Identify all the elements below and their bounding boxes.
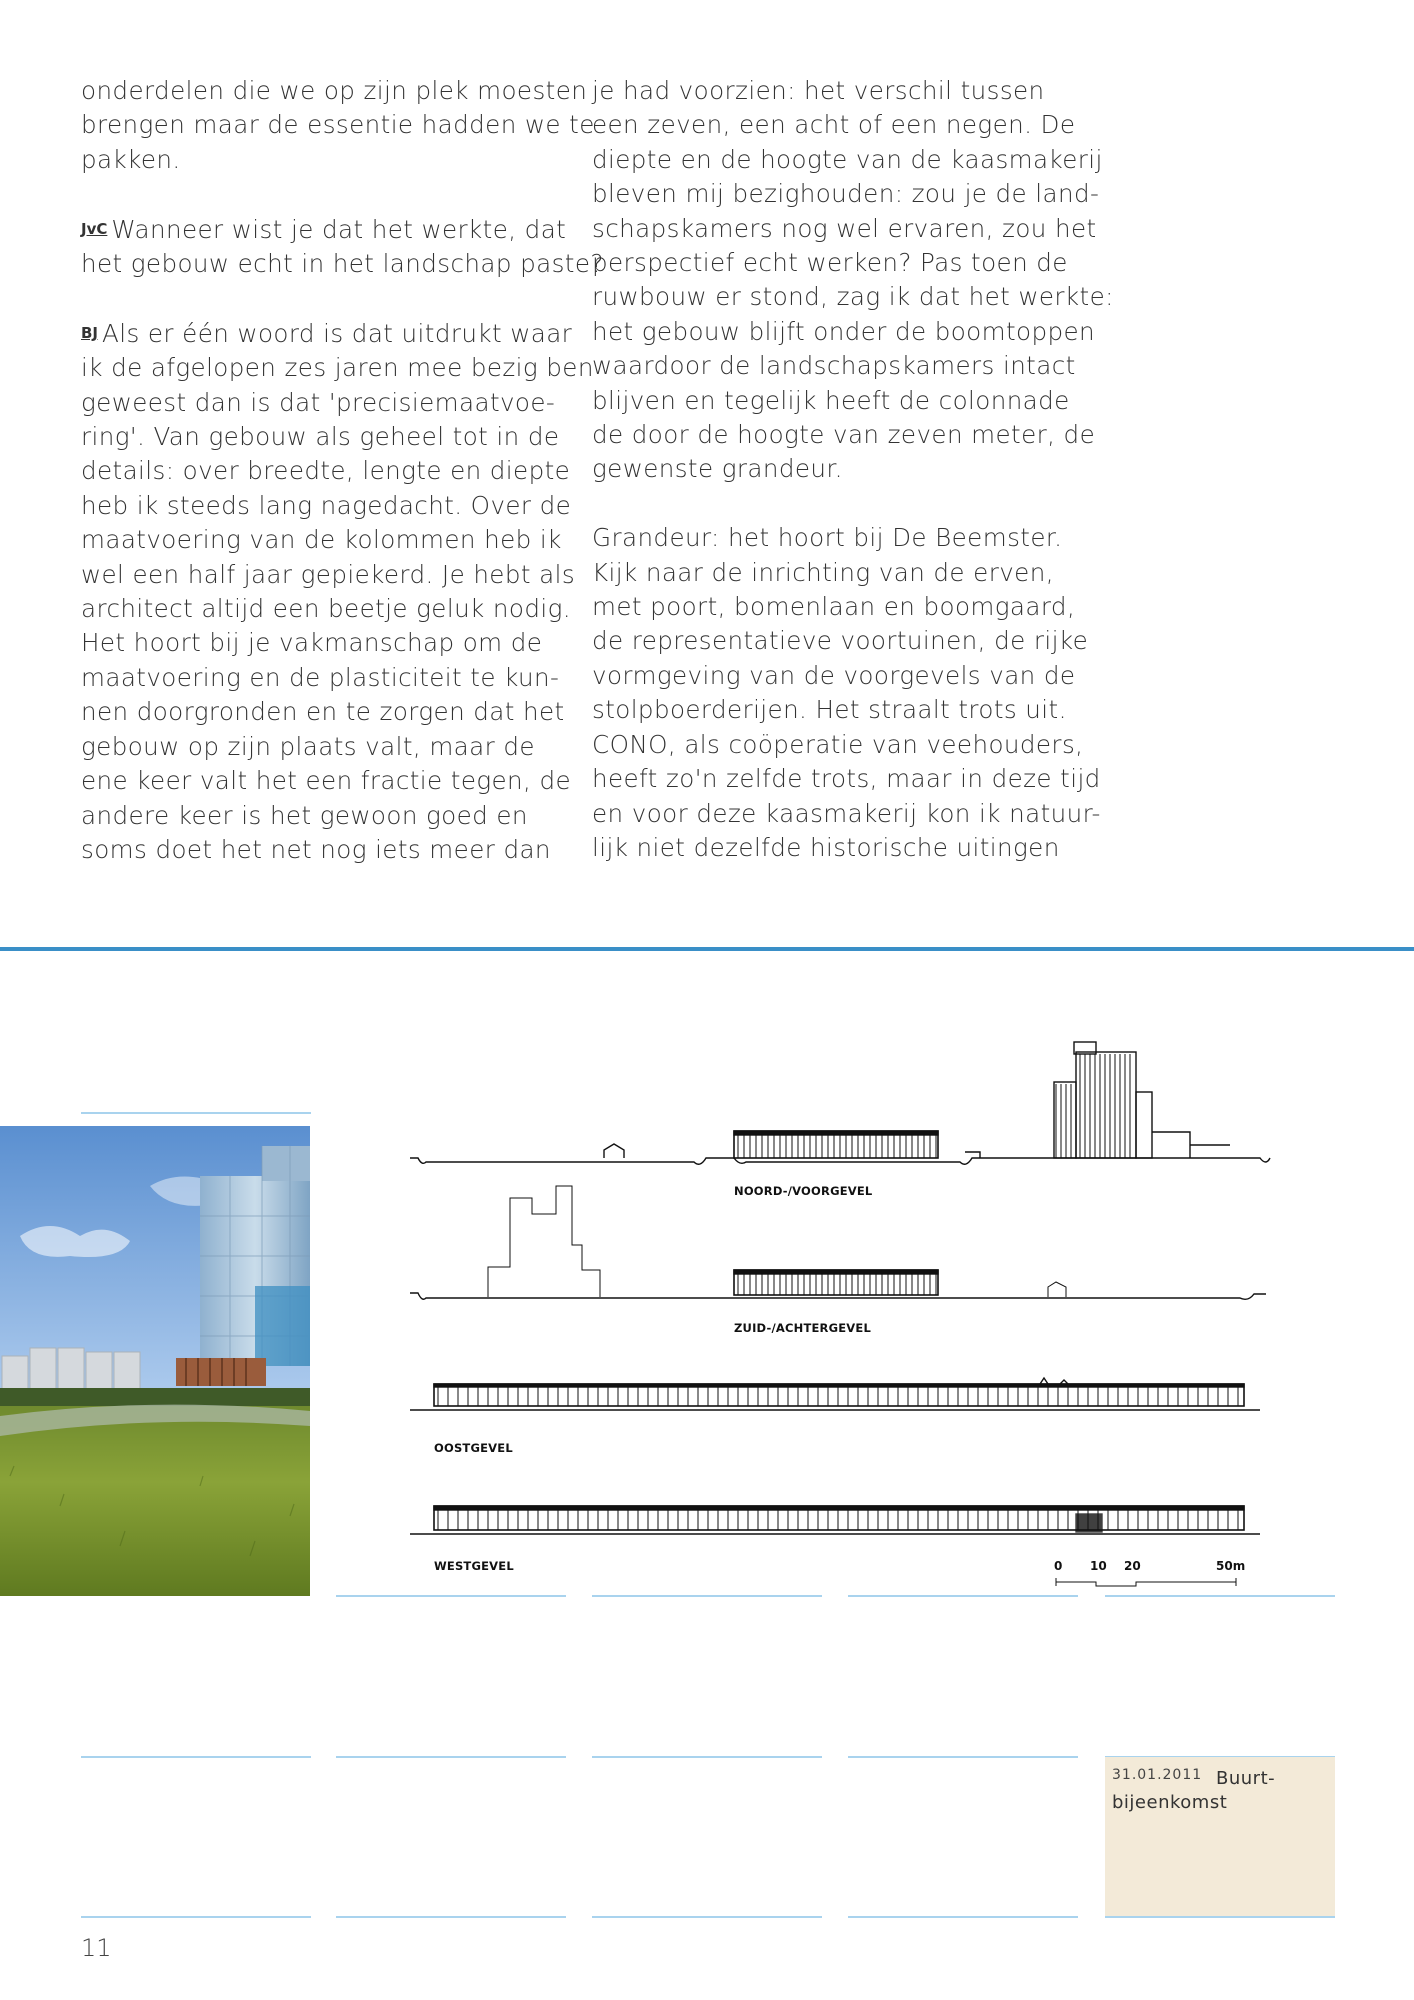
text-line-content: Wanneer wist je dat het werkte, dat <box>111 214 567 244</box>
text-line-content: met poort, bomenlaan en boomgaard, <box>592 592 1076 622</box>
text-line <box>592 212 1097 246</box>
timeline-rule <box>336 1756 566 1758</box>
text-line <box>81 558 576 592</box>
text-column-right <box>592 74 1114 900</box>
speaker-initials: BJ <box>81 323 99 342</box>
text-line-content: details: over breedte, lengte en diepte <box>81 456 571 486</box>
text-line-content: blijven en tegelijk heeft de colonnade <box>592 385 1070 415</box>
text-line <box>592 349 1076 383</box>
text-line <box>81 489 572 523</box>
text-line <box>81 764 572 798</box>
text-column-left <box>81 74 604 902</box>
text-line <box>592 624 1089 658</box>
scale-label-20: 20 <box>1124 1559 1141 1573</box>
text-line <box>592 797 1101 831</box>
text-line-content: een zeven, een acht of een negen. De <box>592 110 1076 140</box>
timeline-rule <box>592 1595 822 1597</box>
text-line-content: lijk niet dezelfde historische uitingen <box>592 832 1060 862</box>
text-line-content: het gebouw blijft onder de boomtoppen <box>592 316 1095 346</box>
text-line-content: ik de afgelopen zes jaren mee bezig ben <box>81 353 594 383</box>
paragraph <box>81 212 604 282</box>
scale-label-50m: 50m <box>1216 1559 1246 1573</box>
text-line-content: Als er één woord is dat uitdrukt waar <box>102 318 573 348</box>
text-line-content: geweest dan is dat 'precisiemaatvoe- <box>81 387 556 417</box>
text-line-content: gebouw op zijn plaats valt, maar de <box>81 731 535 761</box>
text-line-content: gewenste grandeur. <box>592 454 843 484</box>
section-divider <box>0 947 1414 951</box>
text-line <box>81 351 594 385</box>
speaker-initials: JvC <box>81 219 108 238</box>
text-line-content: maatvoering en de plasticiteit te kun- <box>81 662 560 692</box>
text-line-content: waardoor de landschapskamers intact <box>592 351 1076 381</box>
text-line <box>81 316 573 351</box>
text-line <box>592 418 1096 452</box>
timeline-rule <box>848 1756 1078 1758</box>
timeline-rule <box>336 1916 566 1918</box>
text-line-content: nen doorgronden en te zorgen dat het <box>81 697 565 727</box>
text-line <box>592 74 1072 108</box>
text-line <box>81 108 595 142</box>
text-line <box>592 246 1072 280</box>
paragraph <box>81 316 594 868</box>
text-line-content: onderdelen die we op zijn plek moesten <box>81 76 588 105</box>
text-line-content: ring'. Van gebouw als geheel tot in de <box>81 422 560 452</box>
text-line-content: schapskamers nog wel ervaren, zou het <box>592 213 1097 243</box>
timeline-rule <box>1105 1916 1335 1918</box>
text-line-content: stolpboerderijen. Het straalt trots uit. <box>592 695 1067 725</box>
text-line-content: maatvoering van de kolommen heb ik <box>81 525 562 555</box>
text-line-content: het gebouw echt in het landschap paste? <box>81 249 604 279</box>
text-line-content: je had voorzien: het verschil tussen <box>592 76 1045 105</box>
text-line <box>81 799 561 833</box>
text-line-content: perspectief echt werken? Pas toen de <box>592 248 1068 278</box>
text-line <box>81 454 571 488</box>
text-line-content: heeft zo'n zelfde trots, maar in deze tijd <box>592 764 1101 794</box>
text-line <box>592 556 1072 590</box>
text-line <box>592 143 1103 177</box>
paragraph <box>81 74 595 177</box>
event-date: 31.01.2011 <box>1112 1767 1203 1783</box>
paragraph <box>592 74 1114 487</box>
paragraph <box>592 521 1101 865</box>
timeline-rule <box>848 1595 1078 1597</box>
text-line <box>592 384 1072 418</box>
text-line <box>592 521 1072 555</box>
elevation-drawings <box>400 1040 1300 1600</box>
timeline-rule <box>848 1916 1078 1918</box>
text-line-content: en voor deze kaasmakerij kon ik natuur- <box>592 798 1101 828</box>
text-line-content: vormgeving van de voorgevels van de <box>592 660 1076 690</box>
elevation-facade-pattern <box>438 1054 1238 1530</box>
text-line <box>592 728 1084 762</box>
timeline-rule <box>81 1916 311 1918</box>
text-line-content: CONO, als coöperatie van veehouders, <box>592 729 1084 759</box>
text-line <box>81 247 604 281</box>
text-line-content: de representatieve voortuinen, de rijke <box>592 626 1089 656</box>
text-line-content: wel een half jaar gepiekerd. Je hebt als <box>81 559 576 589</box>
text-line <box>592 590 1076 624</box>
text-line <box>81 661 561 695</box>
text-line-content: Kijk naar de inrichting van de erven, <box>592 557 1054 587</box>
text-line <box>592 693 1072 727</box>
building-photo <box>0 1126 310 1596</box>
text-line-content: diepte en de hoogte van de kaasmakerij <box>592 144 1103 174</box>
text-line <box>81 592 571 626</box>
timeline-rule <box>592 1756 822 1758</box>
text-line <box>81 420 561 454</box>
event-title: Buurt-bijeenkomst <box>1112 1768 1276 1813</box>
text-line-content: ruwbouw er stond, zag ik dat het werkte: <box>592 282 1114 312</box>
timeline-rule <box>81 1112 311 1114</box>
text-line-content: ene keer valt het een fractie tegen, de <box>81 766 572 796</box>
text-line-content: Het hoort bij je vakmanschap om de <box>81 628 543 658</box>
text-line <box>81 695 565 729</box>
scale-label-0: 0 <box>1054 1559 1063 1573</box>
text-line <box>81 626 561 660</box>
text-line-content: Grandeur: het hoort bij De Beemster. <box>592 523 1063 553</box>
text-line <box>592 452 1072 486</box>
timeline-rule <box>336 1595 566 1597</box>
text-line <box>81 143 561 177</box>
timeline-rule <box>1105 1595 1335 1597</box>
text-line-content: bleven mij bezighouden: zou je de land- <box>592 179 1100 209</box>
text-line <box>81 523 561 557</box>
text-line <box>592 108 1076 142</box>
scale-bar <box>1054 1559 1245 1586</box>
elevation-label-east: OOSTGEVEL <box>434 1441 513 1455</box>
text-line-content: andere keer is het gewoon goed en <box>81 800 528 830</box>
elevation-label-north: NOORD-/VOORGEVEL <box>734 1184 873 1198</box>
text-line <box>592 280 1114 314</box>
text-line <box>81 730 561 764</box>
text-line-content: soms doet het net nog iets meer dan <box>81 834 551 864</box>
text-line-content: heb ik steeds lang nagedacht. Over de <box>81 490 572 520</box>
elevation-label-west: WESTGEVEL <box>434 1559 514 1573</box>
text-line <box>592 831 1072 865</box>
text-line <box>592 762 1101 796</box>
text-line-content: de door de hoogte van zeven meter, de <box>592 420 1096 450</box>
page-number: 11 <box>81 1934 112 1962</box>
text-line <box>592 177 1100 211</box>
text-line <box>81 74 588 108</box>
elevation-label-south: ZUID-/ACHTERGEVEL <box>734 1321 871 1335</box>
timeline-event-box <box>1105 1757 1335 1917</box>
timeline-rule <box>592 1916 822 1918</box>
text-line <box>81 386 561 420</box>
text-line <box>81 833 561 867</box>
timeline-rule <box>81 1756 311 1758</box>
text-line-content: pakken. <box>81 144 181 174</box>
text-line <box>81 212 567 247</box>
text-line-content: brengen maar de essentie hadden we te <box>81 110 595 140</box>
text-line-content: architect altijd een beetje geluk nodig. <box>81 594 571 624</box>
text-line <box>592 659 1076 693</box>
scale-label-10: 10 <box>1090 1559 1107 1573</box>
text-line <box>592 315 1095 349</box>
